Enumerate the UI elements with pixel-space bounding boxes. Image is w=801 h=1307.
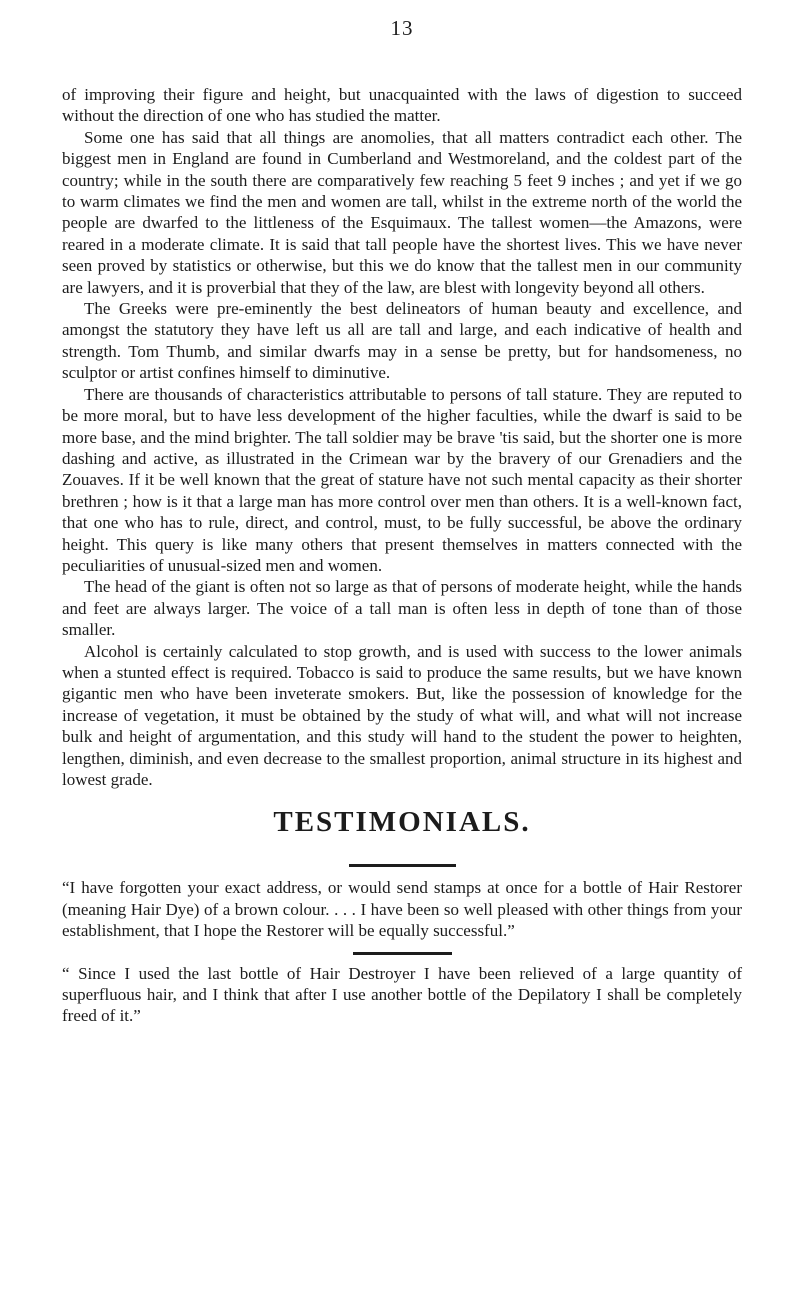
testimonial-hair-restorer: “I have forgotten your exact address, or would send stamps at once for a bottle of Hair Restorer (meaning Hair Dye) of a brown colour. . . . I have been so well pleased with other things from your establishment, that I hope the Restorer will be equally successful.”: [62, 878, 742, 941]
paragraph-characteristics: There are thousands of characteristics attributable to persons of tall stature. They are reputed to be more moral, but to have less development of the higher faculties, while the dwarf is said to be more base, and the mind brighter. The tall soldier may be brave 'tis said, but the shorter one is more dashing and active, as illustrated in the Crimean war by the bravery of our Grenadiers and the Zouaves. If it be well known that the great of stature have not such mental capacity as their shorter brethren ; how is it that a large man has more control over men than others. It is a well-known fact, that one who has to rule, direct, and control, must, to be fully successful, be above the ordinary height. This query is like many others that present themselves in matters connected with the peculiarities of unusual-sized men and women.: [62, 384, 742, 575]
divider-rule: [353, 952, 452, 955]
paragraph-greeks: The Greeks were pre-eminently the best delineators of human beauty and excellence, and amongst the statutory they have left us all are tall and large, and each indicative of health and strength. Tom Thumb, and similar dwarfs may in a sense be pretty, but for handsomeness, no sculptor or artist confines himself to diminutive.: [62, 299, 742, 383]
section-heading: TESTIMONIALS.: [273, 806, 531, 839]
testimonial-hair-destroyer: “ Since I used the last bottle of Hair Destroyer I have been relieved of a large quantity of superfluous hair, and I think that after I use another bottle of the Depilatory I shall be completely freed of it.”: [62, 963, 742, 1026]
paragraph-giant-head: The head of the giant is often not so large as that of persons of moderate height, while the hands and feet are always larger. The voice of a tall man is often less in depth of tone than of those smaller.: [62, 577, 742, 640]
paragraph-anomalies: Some one has said that all things are anomolies, that all matters contradict each other. The biggest men in England are found in Cumberland and Westmoreland, and the coldest part of the country; while in the south there are comparatively few reaching 5 feet 9 inches ; and yet if we go to warm climates we find the men and women are tall, whilst in the extreme north of the world the people are dwarfed to the littleness of the Esquimaux. The tallest women—the Amazons, were reared in a moderate climate. It is said that tall people have the shortest lives. This we have never seen proved by statistics or otherwise, but this we do know that the tallest men in our community are lawyers, and it is proverbial that they of the law, are blest with longevity beyond all others.: [62, 127, 742, 297]
divider-rule: [349, 864, 456, 867]
body-text: [62, 84, 742, 1027]
page-number: 13: [390, 16, 414, 40]
paragraph-continuation: of improving their figure and height, but unacquainted with the laws of digestion to succeed without the direction of one who has studied the matter.: [62, 85, 742, 126]
paragraph-alcohol: Alcohol is certainly calculated to stop growth, and is used with success to the lower animals when a stunted effect is required. Tobacco is said to produce the same results, but we have known gigantic men who have been inveterate smokers. But, like the possession of knowledge for the increase of vegetation, it must be obtained by the study of what will, and what will not increase bulk and height of argumentation, and this study will hand to the student the power to heighten, lengthen, diminish, and even decrease to the smallest proportion, animal structure in its highest and lowest grade.: [62, 641, 742, 789]
book-page: [62, 0, 742, 1307]
